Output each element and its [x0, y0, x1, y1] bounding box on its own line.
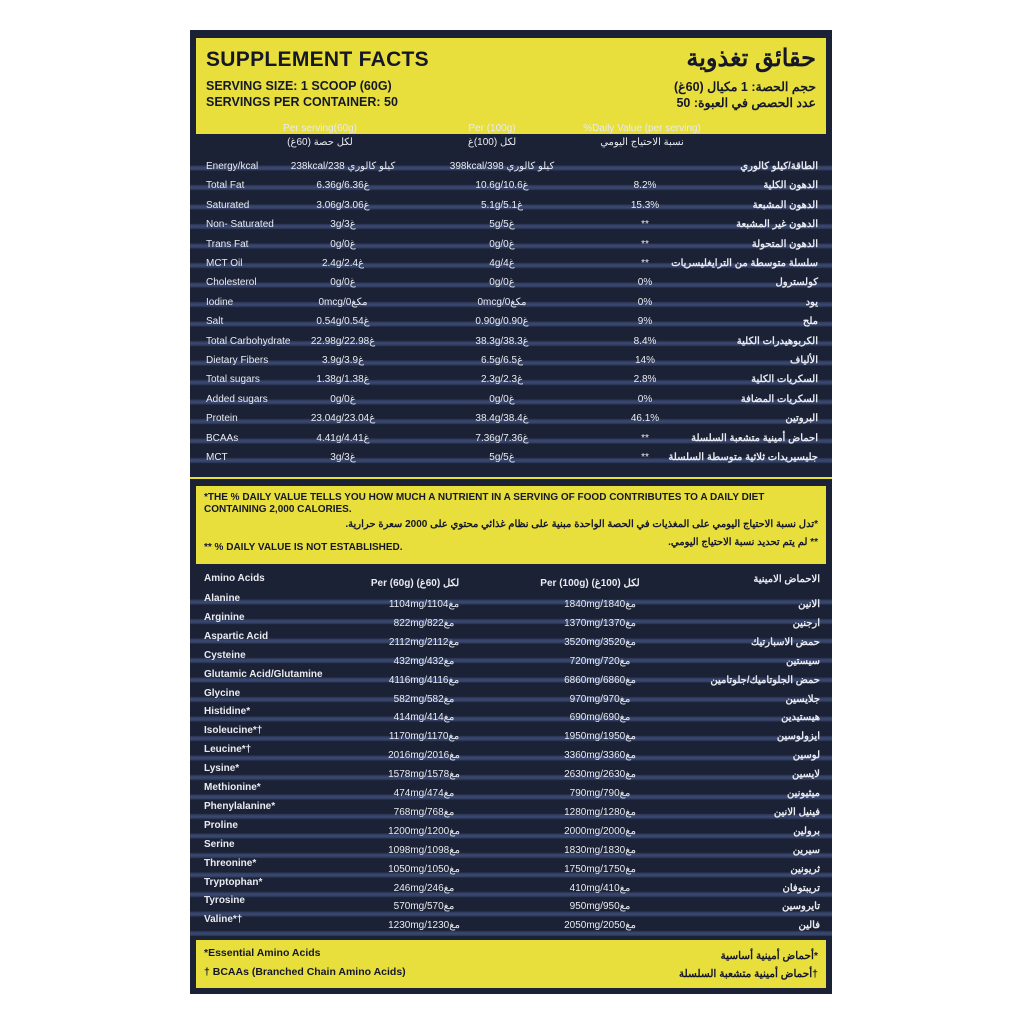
- nutrient-per-100g: 10.6g/10.6غ: [475, 180, 529, 192]
- nutrient-per-100g: 4g/4غ: [489, 258, 515, 269]
- note-line1-ar: *تدل نسبة الاحتياج اليومي على المغذيات في الحصة الواحدة مبنية على نظام غذائي محتوي على 2000 سعرة حرارية.: [345, 519, 818, 530]
- amino-per-100g: 6860mg/6860مغ: [564, 674, 636, 686]
- supplement-facts-label: [190, 30, 832, 994]
- nutrient-name-en: Saturated: [206, 199, 250, 211]
- col-100-ar: لكل (100)غ: [467, 137, 517, 148]
- amino-per-60g: 768mg/768مغ: [393, 806, 455, 818]
- amino-name-en: Tyrosine: [204, 895, 245, 907]
- nutrient-name-ar: الدهون الكلية: [763, 180, 818, 192]
- nutrient-daily-value: **: [641, 238, 649, 250]
- nutrient-name-ar: الألياف: [790, 355, 818, 366]
- amino-per-100g: 690mg/690مغ: [569, 712, 631, 724]
- amino-per-60g: 4116mg/4116مغ: [388, 674, 460, 686]
- nutrient-per-100g: 7.36g/7.36غ: [475, 432, 529, 444]
- nutrient-per-serving: 0g/0غ: [330, 277, 356, 289]
- footer-bcaa-ar: †أحماض أمينية متشعبة السلسلة: [678, 968, 818, 980]
- amino-name-en: Valine*†: [204, 914, 243, 926]
- amino-per-60g: 246mg/246مغ: [393, 882, 455, 894]
- nutrient-name-ar: يود: [805, 296, 818, 308]
- nutrient-daily-value: **: [641, 452, 649, 463]
- amino-per-60g: 570mg/570مغ: [393, 901, 455, 913]
- nutrient-per-100g: 38.4g/38.4غ: [475, 413, 529, 425]
- amino-per-100g: 1370mg/1370مغ: [564, 617, 636, 629]
- daily-value-note-box: [196, 486, 826, 564]
- amino-name-ar: هيستيدين: [781, 712, 820, 724]
- nutrient-name-ar: الدهون غير المشبعة: [736, 219, 818, 231]
- nutrient-per-100g: 0g/0غ: [489, 277, 515, 289]
- nutrient-daily-value: 0%: [637, 393, 653, 405]
- col-serving-ar: لكل حصة (60غ): [287, 137, 353, 148]
- amino-name-ar: برولين: [793, 825, 820, 837]
- amino-name-en: Threonine*: [204, 857, 257, 869]
- nutrient-per-100g: 2.3g/2.3غ: [480, 374, 524, 386]
- nutrient-daily-value: **: [641, 432, 649, 444]
- amino-per-60g: 1170mg/1170مغ: [388, 731, 460, 743]
- nutrient-per-serving: 3g/3غ: [330, 452, 356, 463]
- amino-per-60g: 1200mg/1200مغ: [388, 825, 460, 837]
- amino-per-100g: 1950mg/1950مغ: [564, 731, 636, 743]
- amino-name-en: Histidine*: [204, 706, 251, 718]
- footer-bcaa-en: † BCAAs (Branched Chain Amino Acids): [204, 966, 406, 978]
- nutrient-per-serving: 0.54g/0.54غ: [316, 316, 370, 328]
- col-100-en: Per (100g): [468, 123, 516, 134]
- serving-size-ar: حجم الحصة: 1 مكيال (60غ): [674, 80, 816, 94]
- nutrient-name-en: Total Fat: [206, 180, 245, 192]
- amino-per-100g: 2630mg/2630مغ: [564, 769, 636, 781]
- nutrient-name-en: Energy/kcal: [206, 161, 259, 172]
- nutrient-name-en: Non- Saturated: [206, 219, 274, 231]
- amino-name-ar: سيرين: [792, 844, 820, 856]
- nutrient-name-en: Added sugars: [206, 393, 268, 405]
- amino-per-60g: 822mg/822مغ: [393, 617, 455, 629]
- title-ar: حقائق تغذوية: [686, 45, 816, 72]
- amino-header-en: Amino Acids: [204, 573, 265, 584]
- nutrient-per-100g: 0g/0غ: [489, 393, 515, 405]
- note-not-established-ar: ** لم يتم تحديد نسبة الاحتياج اليومي.: [668, 537, 818, 548]
- amino-per-100g: 2050mg/2050مغ: [564, 920, 636, 932]
- col-serving-en: Per serving(60g): [283, 123, 357, 134]
- serving-size-en: SERVING SIZE: 1 SCOOP (60G): [206, 79, 392, 93]
- nutrient-daily-value: 0%: [637, 296, 653, 308]
- amino-name-en: Glycine: [204, 687, 241, 699]
- amino-per-100g: 1750mg/1750مغ: [564, 863, 636, 875]
- amino-name-ar: فالين: [798, 920, 820, 932]
- header-box: [196, 38, 826, 134]
- amino-header-60: Per (60g) لكل (60غ): [370, 578, 460, 589]
- nutrient-daily-value: 15.3%: [630, 199, 660, 211]
- amino-per-60g: 2112mg/2112مغ: [388, 636, 460, 648]
- nutrient-per-100g: 6.5g/6.5غ: [480, 355, 524, 366]
- nutrient-per-serving: 0g/0غ: [330, 238, 356, 250]
- amino-name-ar: ثريونين: [790, 863, 820, 875]
- amino-table-band: [190, 590, 832, 936]
- amino-name-en: Serine: [204, 838, 235, 850]
- amino-per-60g: 1104mg/1104مغ: [388, 599, 460, 610]
- amino-per-100g: 1280mg/1280مغ: [564, 806, 636, 818]
- nutrient-daily-value: 2.8%: [633, 374, 657, 386]
- amino-name-en: Phenylalanine*: [204, 800, 276, 812]
- nutrient-name-en: Protein: [206, 413, 238, 425]
- nutrient-per-100g: 38.3g/38.3غ: [475, 335, 529, 347]
- nutrient-per-serving: 3.06g/3.06غ: [316, 199, 370, 211]
- amino-per-100g: 3520mg/3520مغ: [564, 636, 636, 648]
- amino-name-en: Arginine: [204, 611, 245, 623]
- col-dv-en: %Daily Value (per serving): [583, 123, 701, 134]
- amino-per-60g: 474mg/474مغ: [393, 788, 455, 799]
- amino-per-100g: 2000mg/2000مغ: [564, 825, 636, 837]
- divider: [190, 477, 832, 479]
- amino-name-ar: ارجنين: [792, 617, 820, 629]
- amino-per-60g: 432mg/432مغ: [393, 655, 455, 667]
- amino-per-60g: 2016mg/2016مغ: [388, 750, 460, 762]
- nutrient-per-serving: 238kcal/238 كيلو كالوري: [290, 161, 396, 172]
- nutrient-daily-value: 0%: [637, 277, 653, 289]
- amino-name-en: Alanine: [204, 593, 241, 604]
- nutrient-name-ar: جليسيريدات ثلاثية متوسطة السلسلة: [668, 452, 818, 463]
- amino-header-100: Per (100g) لكل (100غ): [540, 578, 640, 589]
- nutrient-per-100g: 5.1g/5.1غ: [480, 199, 524, 211]
- amino-name-ar: تايروسين: [782, 901, 820, 913]
- nutrient-per-serving: 3g/3غ: [330, 219, 356, 231]
- nutrient-name-en: MCT: [206, 452, 228, 463]
- nutrient-daily-value: **: [641, 258, 649, 269]
- note-line1-en: *THE % DAILY VALUE TELLS YOU HOW MUCH A NUTRIENT IN A SERVING OF FOOD CONTRIBUTES TO A DAILY DIET: [204, 492, 765, 503]
- nutrient-name-en: Total sugars: [206, 374, 260, 386]
- nutrient-daily-value: 9%: [637, 316, 653, 328]
- nutrient-per-serving: 23.04g/23.04غ: [310, 413, 376, 425]
- amino-name-en: Isoleucine*†: [204, 725, 263, 737]
- nutrient-daily-value: 46.1%: [630, 413, 660, 425]
- nutrient-name-en: MCT Oil: [206, 258, 243, 269]
- nutrient-name-ar: السكريات المضافة: [740, 393, 818, 405]
- amino-name-en: Methionine*: [204, 782, 261, 793]
- nutrient-name-ar: ملح: [802, 316, 818, 328]
- amino-name-ar: ايزولوسين: [776, 731, 820, 743]
- amino-name-en: Aspartic Acid: [204, 630, 269, 642]
- amino-per-60g: 1578mg/1578مغ: [388, 769, 460, 781]
- nutrient-daily-value: 8.2%: [633, 180, 657, 192]
- amino-name-ar: فينيل الانين: [773, 806, 820, 818]
- footer-essential-ar: *أحماض أمينية أساسية: [720, 950, 818, 962]
- nutrient-per-serving: 3.9g/3.9غ: [321, 355, 365, 366]
- nutrient-per-100g: 5g/5غ: [489, 452, 515, 463]
- amino-per-100g: 1830mg/1830مغ: [564, 844, 636, 856]
- amino-name-ar: لايسين: [791, 769, 820, 781]
- amino-name-en: Proline: [204, 819, 238, 831]
- nutrient-per-serving: 1.38g/1.38غ: [316, 374, 370, 386]
- nutrient-name-ar: البروتين: [785, 413, 818, 425]
- amino-name-en: Glutamic Acid/Glutamine: [204, 668, 323, 680]
- footer-essential-en: *Essential Amino Acids: [204, 947, 321, 959]
- nutrient-per-100g: 398kcal/398 كيلو كالوري: [449, 161, 555, 172]
- nutrient-name-en: Iodine: [206, 296, 234, 308]
- nutrient-name-ar: سلسلة متوسطة من الترايغليسريات: [671, 258, 818, 269]
- amino-header-ar: الاحماض الامينية: [753, 574, 820, 585]
- amino-per-100g: 970mg/970مغ: [569, 693, 631, 705]
- amino-name-en: Tryptophan*: [204, 876, 263, 888]
- nutrient-per-serving: 22.98g/22.98غ: [310, 335, 376, 347]
- amino-name-en: Lysine*: [204, 763, 240, 775]
- nutrient-per-serving: 4.41g/4.41غ: [316, 432, 370, 444]
- nutrient-name-en: Trans Fat: [206, 238, 249, 250]
- amino-name-ar: حمض الاسبارتيك: [751, 636, 820, 648]
- nutrient-name-ar: الدهون المشبعة: [752, 199, 818, 211]
- nutrient-per-100g: 5g/5غ: [489, 219, 515, 231]
- note-not-established-en: ** % DAILY VALUE IS NOT ESTABLISHED.: [204, 542, 403, 553]
- nutrient-per-100g: 0.90g/0.90غ: [475, 316, 529, 328]
- amino-per-60g: 1230mg/1230مغ: [388, 920, 460, 932]
- col-dv-ar: نسبة الاحتياج اليومي: [600, 137, 684, 148]
- servings-per-container-ar: عدد الحصص في العبوة: 50: [676, 96, 816, 110]
- amino-name-ar: الانين: [798, 599, 820, 610]
- nutrient-name-ar: الطاقة/كيلو كالوري: [740, 161, 818, 172]
- amino-per-100g: 3360mg/3360مغ: [564, 750, 636, 762]
- nutrient-per-100g: 0g/0غ: [489, 238, 515, 250]
- nutrient-daily-value: 8.4%: [633, 335, 657, 347]
- amino-per-100g: 1840mg/1840مغ: [564, 599, 636, 610]
- nutrient-name-ar: الكربوهيدرات الكلية: [736, 335, 818, 347]
- amino-per-100g: 410mg/410مغ: [569, 882, 631, 894]
- amino-name-ar: لوسين: [792, 750, 820, 762]
- amino-name-ar: جلايسين: [785, 693, 820, 705]
- nutrient-name-ar: الدهون المتحولة: [751, 238, 818, 250]
- nutrient-name-ar: السكريات الكلية: [751, 374, 818, 386]
- footer-box: [196, 940, 826, 988]
- nutrient-name-en: Total Carbohydrate: [206, 335, 291, 347]
- title-en: SUPPLEMENT FACTS: [206, 48, 429, 71]
- amino-name-ar: تريبتوفان: [782, 882, 820, 894]
- amino-per-60g: 1098mg/1098مغ: [388, 844, 460, 856]
- amino-name-ar: سيستين: [786, 655, 820, 667]
- amino-per-60g: 582mg/582مغ: [393, 693, 455, 705]
- nutrient-daily-value: **: [641, 219, 649, 231]
- amino-per-60g: 414mg/414مغ: [393, 712, 455, 724]
- nutrient-per-serving: 0g/0غ: [330, 393, 356, 405]
- nutrient-per-serving: 0mcg/0مكغ: [318, 296, 368, 308]
- amino-per-60g: 1050mg/1050مغ: [388, 863, 460, 875]
- nutrient-name-ar: كولسترول: [775, 277, 818, 289]
- amino-name-ar: حمض الجلوتاميك/جلوتامين: [710, 674, 820, 686]
- nutrient-name-en: BCAAs: [206, 432, 239, 444]
- amino-name-ar: ميثيونين: [787, 788, 820, 799]
- nutrient-per-serving: 2.4g/2.4غ: [321, 258, 365, 269]
- nutrient-name-en: Dietary Fibers: [206, 355, 269, 366]
- amino-per-100g: 790mg/790مغ: [569, 788, 631, 799]
- nutrient-per-serving: 6.36g/6.36غ: [316, 180, 370, 192]
- nutrient-name-ar: احماض أمينية متشعبة السلسلة: [691, 432, 818, 444]
- amino-name-en: Cysteine: [204, 649, 246, 661]
- nutrient-name-en: Salt: [206, 316, 224, 328]
- note-line2-en: CONTAINING 2,000 CALORIES.: [204, 504, 352, 515]
- amino-per-100g: 950mg/950مغ: [569, 901, 631, 913]
- nutrient-daily-value: 14%: [634, 355, 656, 366]
- servings-per-container-en: SERVINGS PER CONTAINER: 50: [206, 95, 398, 109]
- amino-name-en: Leucine*†: [204, 744, 252, 756]
- nutrient-per-100g: 0mcg/0مكغ: [477, 296, 527, 308]
- nutrient-name-en: Cholesterol: [206, 277, 257, 289]
- amino-per-100g: 720mg/720مغ: [569, 655, 631, 667]
